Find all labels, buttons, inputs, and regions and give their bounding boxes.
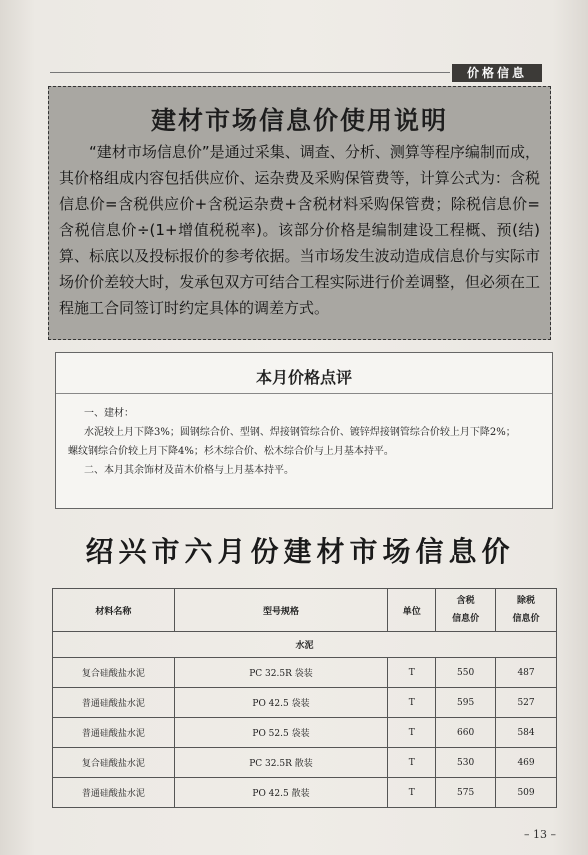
review-line-3: 螺纹钢综合价较上月下降4%；杉木综合价、松木综合价与上月基本持平。: [68, 446, 394, 457]
monthly-review-box: [55, 352, 553, 509]
header-tax-excluded: [496, 589, 557, 632]
price-table: [52, 588, 557, 808]
header-tax-excluded-line2: 信息价: [512, 614, 540, 624]
monthly-review-title: 本月价格点评: [255, 368, 352, 387]
cell-tax-excluded: 509: [496, 778, 557, 808]
cell-tax-excluded: 527: [496, 688, 557, 718]
cell-tax-included: 660: [436, 718, 496, 748]
cell-tax-excluded: 487: [496, 658, 557, 688]
table-header-row: [53, 589, 557, 632]
table-row: [53, 718, 557, 748]
header-rule: [50, 72, 450, 73]
section-tag: 价格信息: [452, 64, 542, 82]
review-line-1: 一、建材：: [84, 408, 134, 419]
table-row: [53, 688, 557, 718]
cell-name: 普通硅酸盐水泥: [53, 718, 175, 748]
cell-tax-included: 595: [436, 688, 496, 718]
category-row: [53, 632, 557, 658]
cell-unit: T: [388, 688, 436, 718]
table-row: [53, 748, 557, 778]
review-line-2: 水泥较上月下降3%；圆钢综合价、型钢、焊接钢管综合价、镀锌焊接钢管综合价较上月下降2%；: [84, 427, 516, 438]
cell-unit: T: [388, 748, 436, 778]
cell-tax-excluded: 584: [496, 718, 557, 748]
usage-notes-body: “建材市场信息价”是通过采集、调查、分析、测算等程序编制而成，其价格组成内容包括供应价、运杂费及采购保管费等，计算公式为：含税信息价=含税供应价+含税运杂费+含税材料采购保管费；除税信息价=含税信息价÷(1+增值税税率)。该部分价格是编制建设工程概、预(结)算、标底以及投标报价的参考依据。当市场发生波动造成信息价与实际市场价价差较大时，发承包双方可结合工程实际进行价差调整，但必须在工程施工合同签订时约定具体的调差方式。: [59, 143, 540, 317]
review-line-4: 二、本月其余饰材及苗木价格与上月基本持平。: [84, 465, 294, 476]
cell-spec: PC 32.5R 散装: [174, 748, 388, 778]
table-row: [53, 778, 557, 808]
cell-name: 普通硅酸盐水泥: [53, 778, 175, 808]
cell-spec: PO 42.5 袋装: [174, 688, 388, 718]
cell-tax-included: 575: [436, 778, 496, 808]
cell-spec: PO 52.5 袋装: [174, 718, 388, 748]
header-unit: 单位: [388, 589, 436, 632]
header-material-name: 材料名称: [53, 589, 175, 632]
cell-unit: T: [388, 778, 436, 808]
cell-name: 复合硅酸盐水泥: [53, 748, 175, 778]
header-tax-included-line2: 信息价: [452, 614, 480, 624]
page-number: – 13 –: [524, 828, 556, 841]
review-divider: [56, 393, 552, 394]
header-tax-included: [436, 589, 496, 632]
cell-name: 普通硅酸盐水泥: [53, 688, 175, 718]
category-label: 水泥: [53, 632, 557, 658]
table-row: [53, 658, 557, 688]
usage-notes-box: [48, 86, 551, 340]
cell-tax-excluded: 469: [496, 748, 557, 778]
header-tax-included-line1: 含税: [456, 596, 475, 606]
cell-unit: T: [388, 718, 436, 748]
header-spec: 型号规格: [174, 589, 388, 632]
price-list-title: 绍兴市六月份建材市场信息价: [85, 535, 515, 568]
cell-name: 复合硅酸盐水泥: [53, 658, 175, 688]
cell-unit: T: [388, 658, 436, 688]
cell-spec: PO 42.5 散装: [174, 778, 388, 808]
cell-spec: PC 32.5R 袋装: [174, 658, 388, 688]
header-tax-excluded-line1: 除税: [517, 596, 536, 606]
usage-notes-title: 建材市场信息价使用说明: [150, 106, 448, 135]
cell-tax-included: 530: [436, 748, 496, 778]
cell-tax-included: 550: [436, 658, 496, 688]
